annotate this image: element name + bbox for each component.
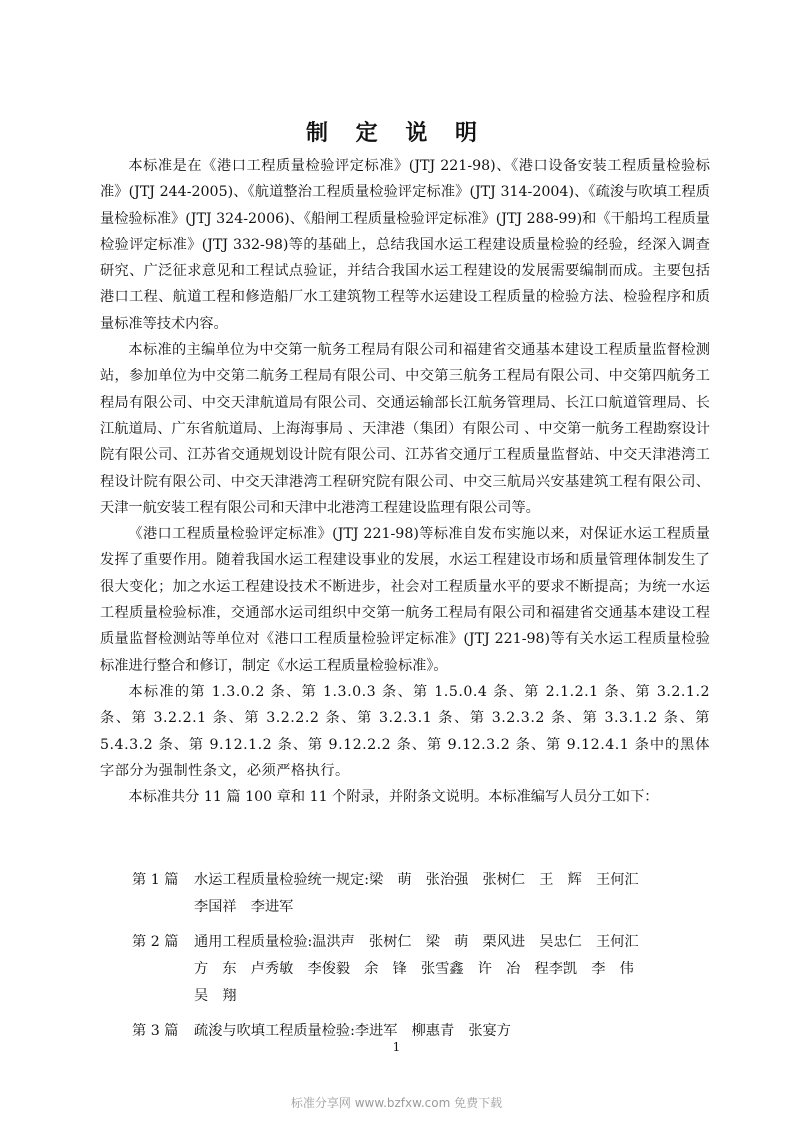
watermark-footer: 标准分享网 www.bzfxw.com 免费下载 bbox=[290, 1096, 503, 1110]
division-item bbox=[100, 867, 710, 921]
paragraph-intro: 本标准是在《港口工程质量检验评定标准》(JTJ 221-98)、《港口设备安装工程质量检验标准》(JTJ 244-2005)、《航道整治工程质量检验评定标准》(JTJ 314-2004)、《疏浚与吹填工程质量检验标准》(JTJ 324-2006)、《船闸工程质量检验评定标准》(JTJ 288-99)和《干船坞工程质量检验评定标准》(JTJ 332-98)等的基础上，总结我国水运工程建设质量检验的经验，经深入调查研究、广泛征求意见和工程试点验证，并结合我国水运工程建设的发展需要编制而成。主要包括港口工程、航道工程和修造船厂水工建筑物工程等水运建设工程质量的检验方法、检验程序和质量标准等技术内容。 bbox=[100, 158, 710, 332]
author-division-list bbox=[100, 867, 710, 1045]
paragraph-structure: 本标准共分 11 篇 100 章和 11 个附录，并附条文说明。本标准编写人员分工如下： bbox=[128, 789, 659, 806]
division-line: 疏浚与吹填工程质量检验:李进军 柳惠青 张宴方 bbox=[194, 1023, 511, 1039]
division-content bbox=[194, 929, 710, 1010]
division-line: 方 东 卢秀敏 李俊毅 余 锋 张雪鑫 许 冶 程李凯 李 伟 bbox=[194, 961, 634, 977]
page-number: 1 bbox=[392, 1040, 401, 1054]
division-line: 吴 翔 bbox=[194, 988, 237, 1004]
body-text bbox=[100, 153, 710, 810]
division-label: 第 2 篇 bbox=[132, 934, 179, 950]
paragraph-mandatory-clauses: 本标准的第 1.3.0.2 条、第 1.3.0.3 条、第 1.5.0.4 条、第 2.1.2.1 条、第 3.2.1.2 条、第 3.2.2.1 条、第 3.2.2.2 条、第 3.2.3.1 条、第 3.2.3.2 条、第 3.3.1.2 条、第 5.4.3.2 条、第 9.12.1.2 条、第 9.12.2.2 条、第 9.12.3.2 条、第 9.12.4.1 条中的黑体字部分为强制性条文，必须严格执行。 bbox=[100, 683, 710, 779]
division-item bbox=[100, 929, 710, 1010]
division-line: 通用工程质量检验:温洪声 张树仁 梁 萌 栗风进 吴忠仁 王何汇 bbox=[194, 934, 639, 950]
division-line: 水运工程质量检验统一规定:梁 萌 张治强 张树仁 王 辉 王何汇 bbox=[194, 872, 639, 888]
division-content bbox=[194, 867, 710, 921]
paragraph-background: 《港口工程质量检验评定标准》(JTJ 221-98)等标准自发布实施以来，对保证水运工程质量发挥了重要作用。随着我国水运工程建设事业的发展，水运工程建设市场和质量管理体制发生了很大变化；加之水运工程建设技术不断进步，社会对工程质量水平的要求不断提高；为统一水运工程质量检验标准，交通部水运司组织中交第一航务工程局有限公司和福建省交通基本建设工程质量监督检测站等单位对《港口工程质量检验评定标准》(JTJ 221-98)等有关水运工程质量检验标准进行整合和修订，制定《水运工程质量检验标准》。 bbox=[100, 526, 710, 674]
division-label: 第 3 篇 bbox=[132, 1023, 179, 1039]
division-line: 李国祥 李进军 bbox=[194, 899, 294, 915]
paragraph-units: 本标准的主编单位为中交第一航务工程局有限公司和福建省交通基本建设工程质量监督检测站，参加单位为中交第二航务工程局有限公司、中交第三航务工程局有限公司、中交第四航务工程局有限公司、中交天津航道局有限公司、交通运输部长江航务管理局、长江口航道管理局、长江航道局、广东省航道局、上海海事局 、天津港（集团）有限公司 、中交第一航务工程勘察设计院有限公司、江苏省交通规划设计院有限公司、江苏省交通厅工程质量监督站、中交天津港湾工程设计院有限公司、中交天津港湾工程研究院有限公司、中交三航局兴安基建筑工程有限公司、天津一航安装工程有限公司和天津中北港湾工程建设监理有限公司等。 bbox=[100, 342, 710, 516]
division-label: 第 1 篇 bbox=[132, 872, 179, 888]
document-title: 制 定 说 明 bbox=[306, 121, 487, 146]
